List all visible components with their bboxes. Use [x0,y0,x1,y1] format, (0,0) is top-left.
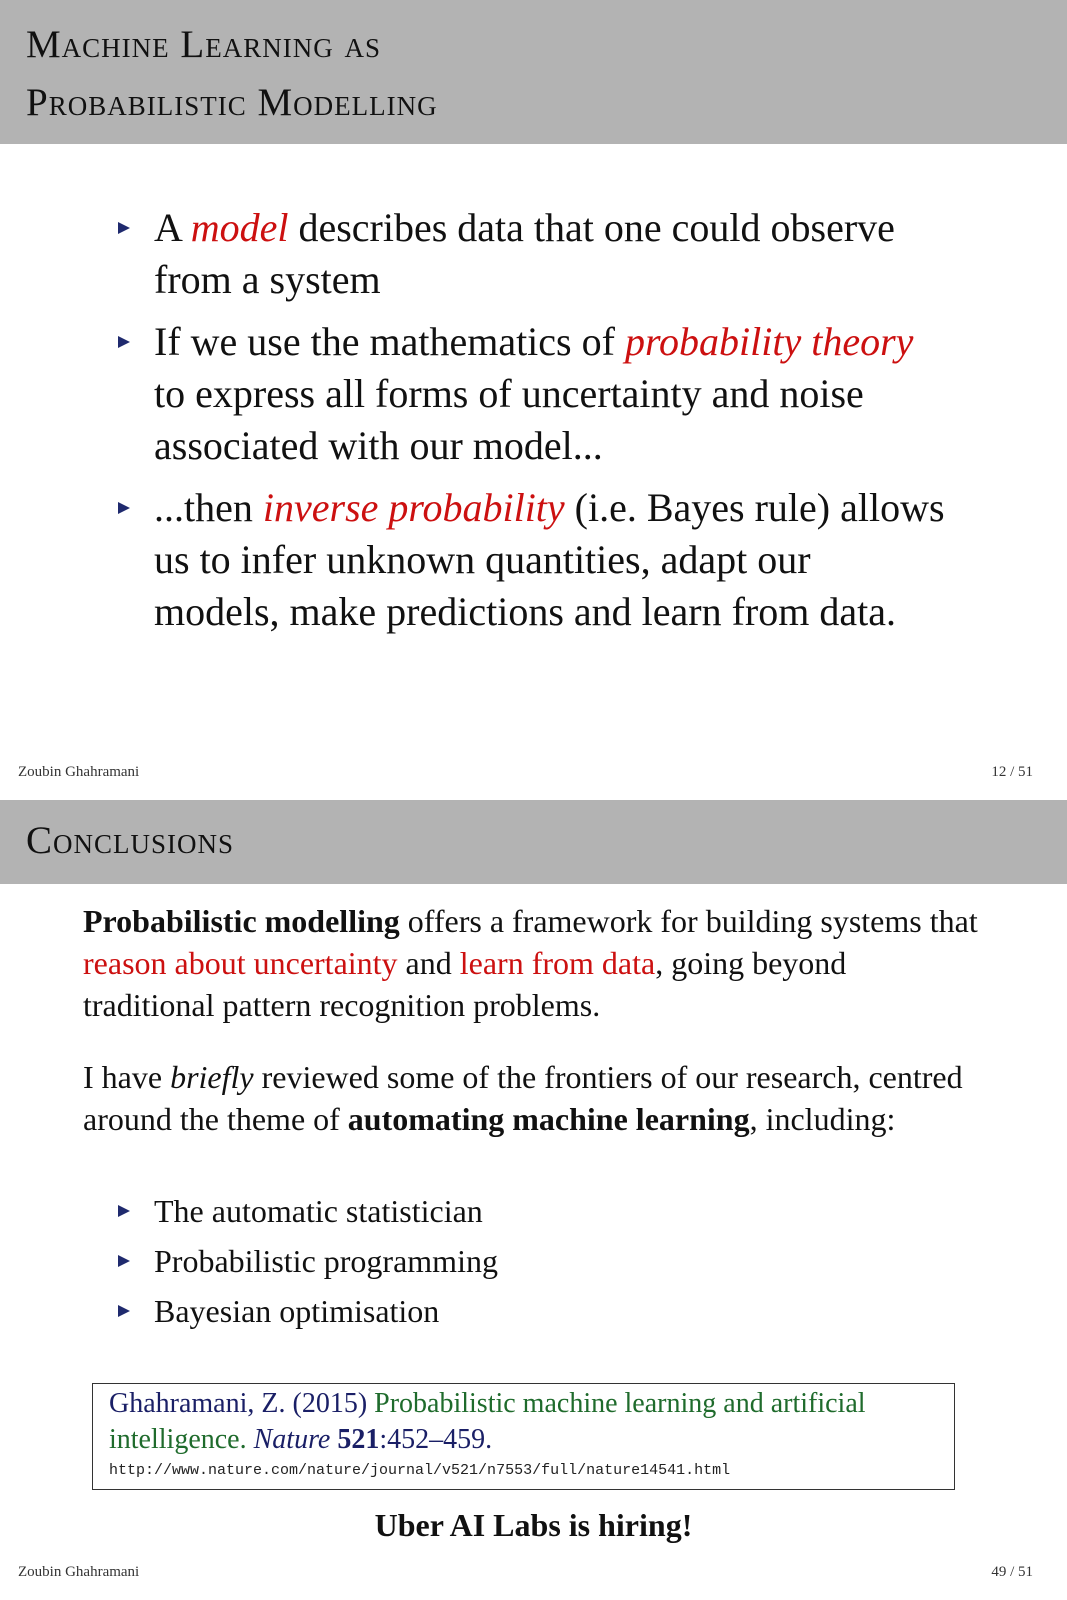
bullet-text: to express all forms of uncertainty and noise associated with our model... [154,371,864,468]
slide-conclusions [0,800,1067,1600]
bullet-emphasis: inverse probability [262,485,565,530]
bullet-text: The automatic statistician [154,1193,483,1229]
triangle-bullet-icon [118,336,130,348]
reference-citation [109,1386,939,1458]
paragraph-bold: Probabilistic modelling [83,903,400,939]
paragraph-text: offers a framework for building systems that [399,903,978,939]
bullet-item [116,1190,916,1232]
paragraph-text: , going beyond traditional pattern recognition problems. [83,945,847,1023]
footer-author: Zoubin Ghahramani [18,1564,140,1580]
paragraph-text: , including: [749,1101,896,1137]
bullet-list [116,202,946,648]
reference-url-link[interactable]: http://www.nature.com/nature/journal/v521/n7553/full/nature14541.html [109,1462,731,1479]
triangle-bullet-icon [118,1205,130,1217]
bullet-text: A [154,205,191,250]
paragraph-highlight: learn from data [459,945,656,981]
reference-pages: :452–459. [379,1424,493,1455]
paragraph-text: I have [83,1059,171,1095]
paragraph-bold: automating machine learning [347,1101,750,1137]
triangle-bullet-icon [118,1305,130,1317]
bullet-item [116,316,946,472]
slide-title-line-1: Machine Learning as [26,23,381,66]
bullet-text: ...then [154,485,263,530]
footer-page-number: 12 / 51 [991,764,1033,780]
hiring-announcement: Uber AI Labs is hiring! [374,1507,693,1543]
bullet-text: (i.e. Bayes rule) allows us to infer unknown quantities, adapt our models, make predictions and learn from data. [154,485,945,634]
bullet-emphasis: model [190,205,289,250]
slide-title-bar [0,0,1067,144]
triangle-bullet-icon [118,502,130,514]
bullet-item [116,1240,916,1282]
slide-title-line-2: Probabilistic Modelling [26,81,438,124]
reference-box [92,1383,955,1490]
bullet-emphasis: probability theory [624,319,914,364]
triangle-bullet-icon [118,222,130,234]
triangle-bullet-icon [118,1255,130,1267]
bullet-text: Probabilistic programming [154,1243,498,1279]
slide-title-bar [0,800,1067,884]
paragraph-text: and [397,945,460,981]
research-bullet-list [116,1190,916,1340]
footer-page-number: 49 / 51 [991,1564,1033,1580]
bullet-item [116,1290,916,1332]
bullet-text: describes data that one could observe from a system [154,205,895,302]
reference-volume: 521 [337,1424,380,1455]
paragraph-text: reviewed some of the frontiers of our research, centred around the theme of [83,1059,963,1137]
bullet-item [116,482,946,638]
review-paragraph [83,1056,983,1140]
bullet-text: If we use the mathematics of [154,319,625,364]
reference-journal: Nature [253,1424,331,1455]
reference-authors: Ghahramani, Z. (2015) [109,1388,375,1419]
summary-paragraph [83,900,983,1026]
reference-title: Probabilistic machine learning and artificial intelligence. [109,1388,866,1455]
paragraph-highlight: reason about uncertainty [83,945,398,981]
footer-author: Zoubin Ghahramani [18,764,140,780]
slide-title: Conclusions [26,819,235,862]
bullet-item [116,202,946,306]
paragraph-italic: briefly [170,1059,254,1095]
bullet-text: Bayesian optimisation [154,1293,440,1329]
